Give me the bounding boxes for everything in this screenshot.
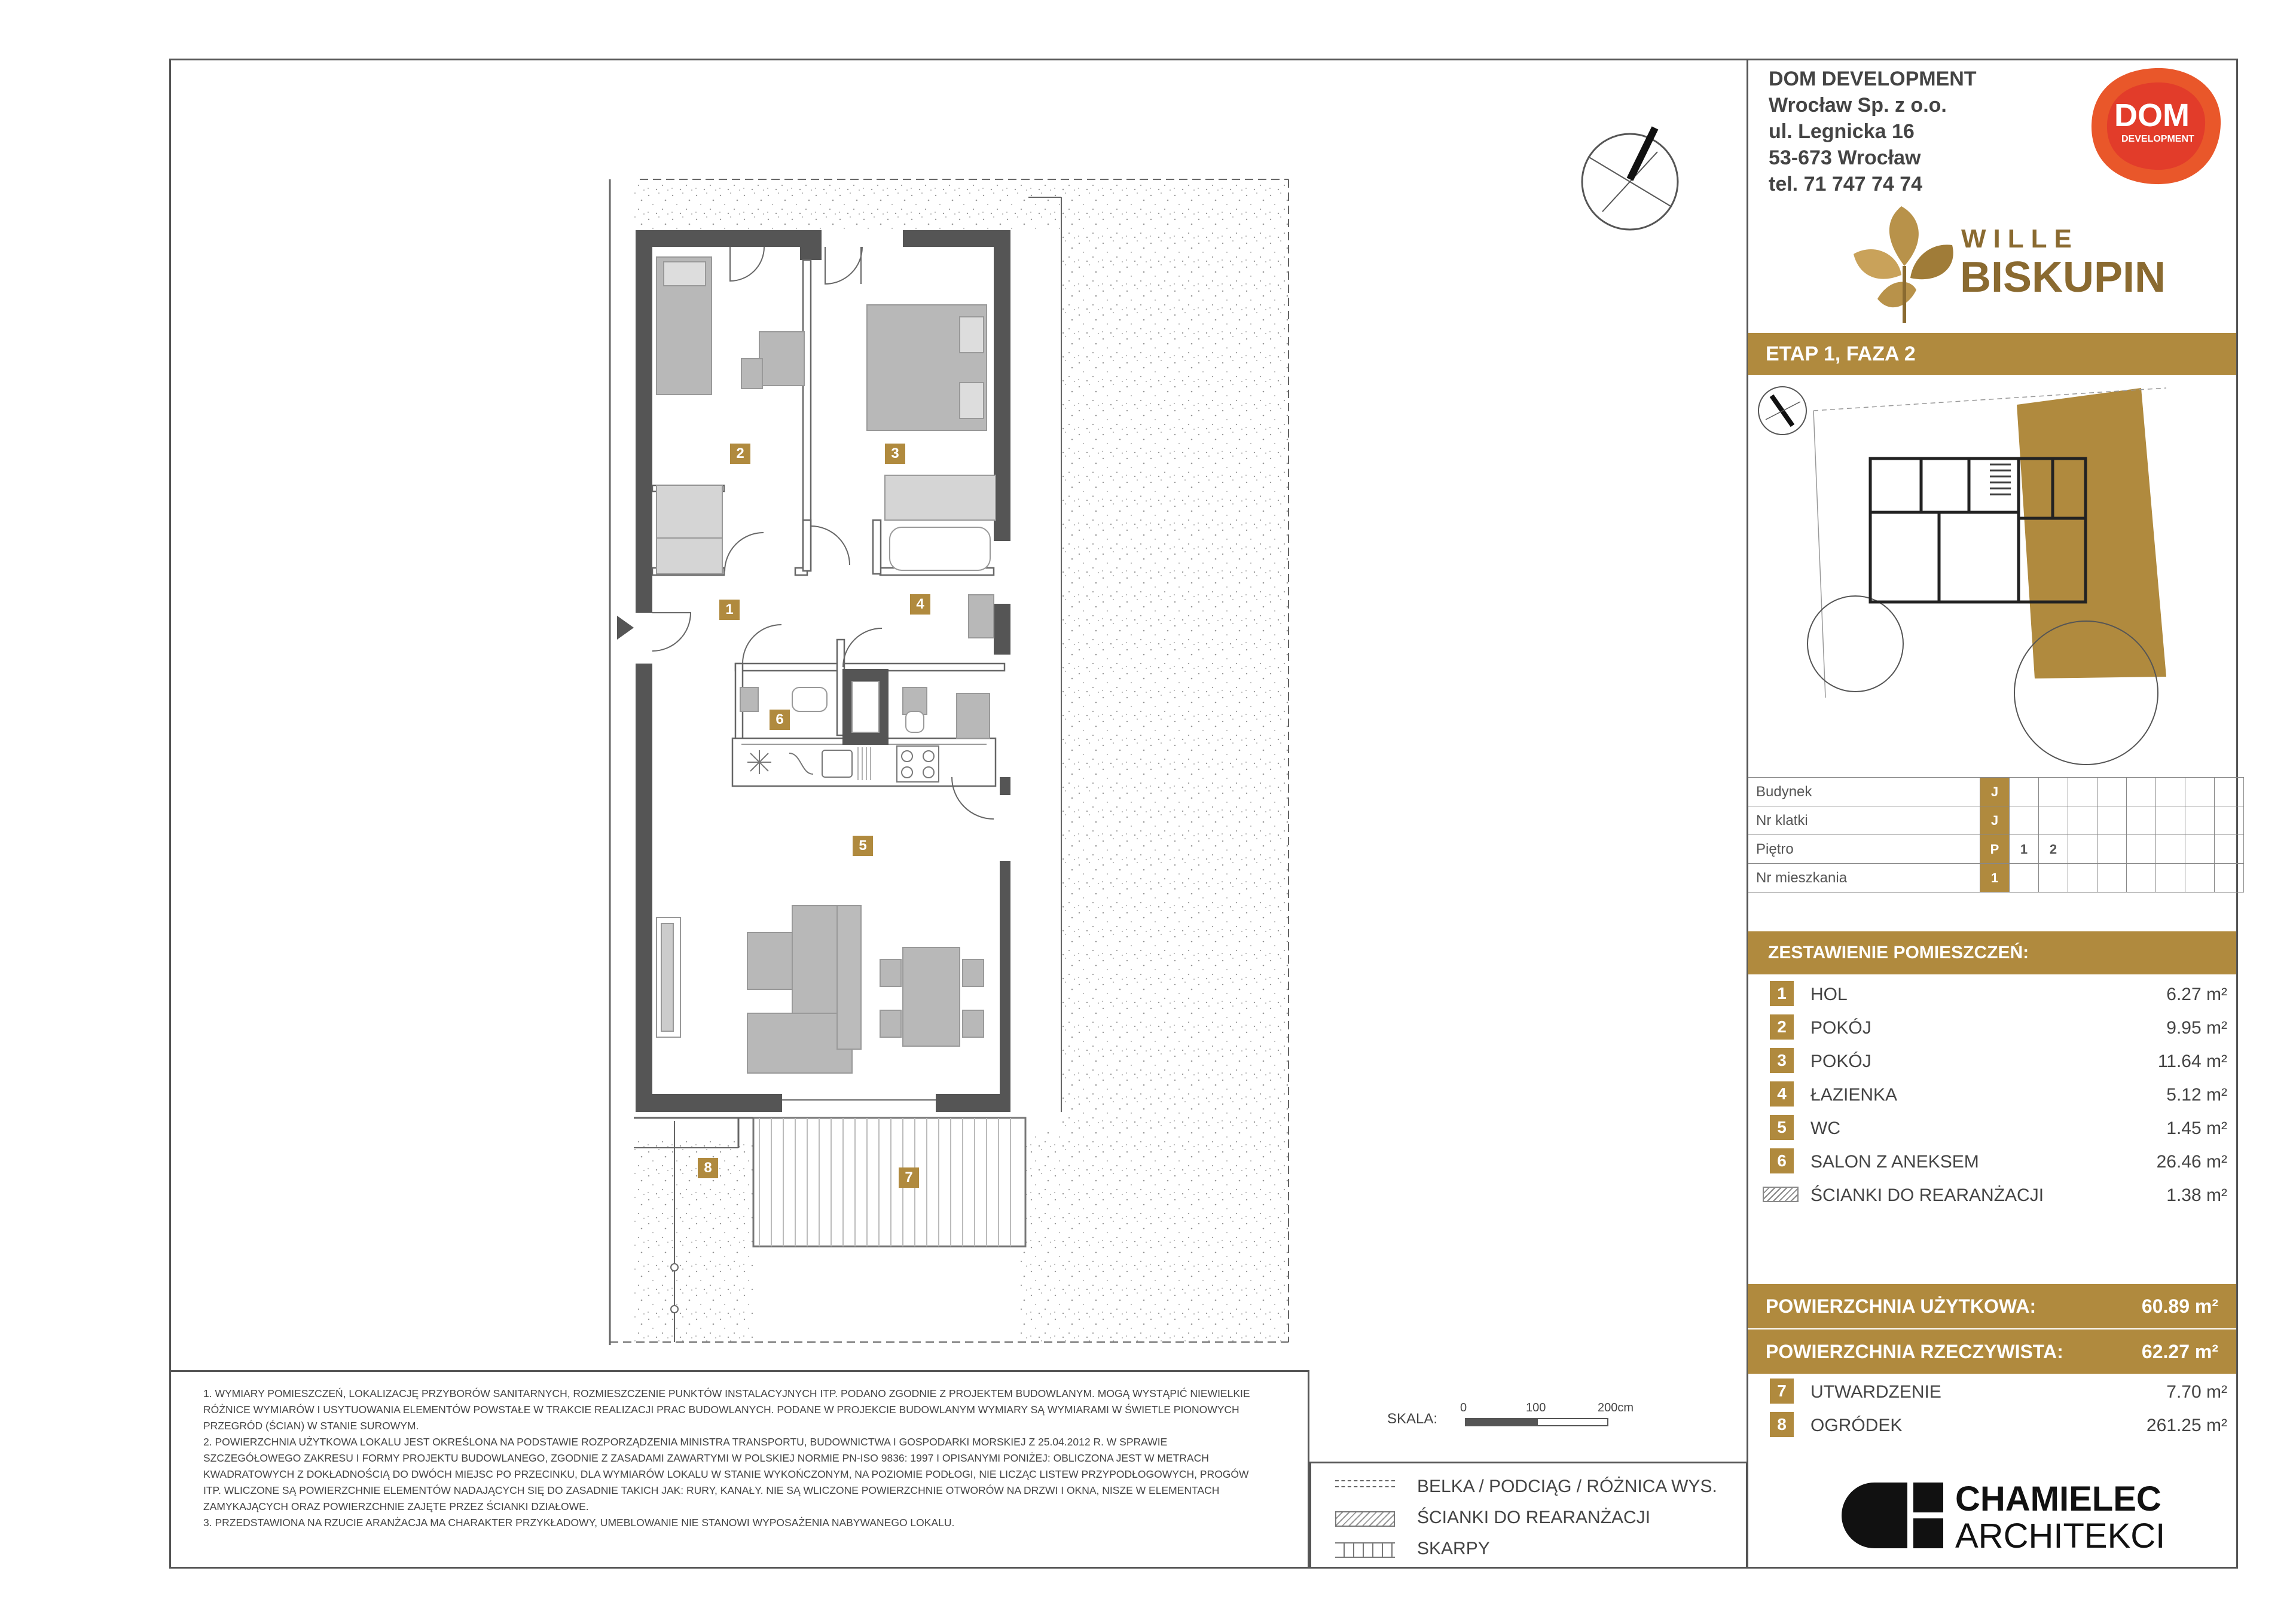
- info-cell: [2039, 864, 2068, 893]
- room-number: 7: [1770, 1379, 1794, 1404]
- info-cell: [2010, 864, 2039, 893]
- stage-bar: ETAP 1, FAZA 2: [1748, 333, 2236, 375]
- plan-label-1: 1: [719, 600, 740, 620]
- room-area: 9.95 m²: [2166, 1018, 2227, 1038]
- dom-logo-subtext: DEVELOPMENT: [2121, 134, 2194, 144]
- scale-bar-filled: [1465, 1418, 1537, 1426]
- info-cell: [2010, 778, 2039, 806]
- info-row-staircase: [1748, 806, 2244, 835]
- rooms-title: ZESTAWIENIE POMIESZCZEŃ:: [1748, 931, 2236, 974]
- room-row: [1758, 1111, 2233, 1144]
- info-cell: [2127, 806, 2156, 835]
- company-entity: Wrocław Sp. z o.o.: [1769, 94, 1947, 117]
- room-area: 7.70 m²: [2166, 1382, 2227, 1402]
- scale-bar-empty: [1537, 1418, 1608, 1426]
- architect-logo-square-bottom: [1913, 1518, 1943, 1548]
- room-row: [1758, 1044, 2233, 1077]
- room-area: 1.38 m²: [2166, 1185, 2227, 1205]
- room-name: ŁAZIENKA: [1810, 1085, 1898, 1105]
- legend-text: BELKA / PODCIĄG / RÓŻNICA WYS.: [1417, 1477, 1717, 1496]
- info-cell: [2010, 806, 2039, 835]
- chamielec-logo: [1836, 1480, 2206, 1560]
- info-cell: [2156, 864, 2185, 893]
- info-label: Nr klatki: [1748, 806, 1980, 835]
- info-cell: [2185, 864, 2215, 893]
- room-name: HOL: [1810, 985, 1848, 1004]
- plan-label-3: 3: [885, 444, 905, 464]
- company-name: DOM DEVELOPMENT: [1769, 68, 1977, 90]
- room-row: [1758, 1145, 2233, 1177]
- room-name: OGRÓDEK: [1810, 1416, 1903, 1435]
- info-cell: P: [1980, 835, 2010, 864]
- room-name: UTWARDZENIE: [1810, 1382, 1941, 1402]
- legend-text: ŚCIANKI DO REARANŻACJI: [1417, 1508, 1651, 1527]
- info-cell: [2185, 835, 2215, 864]
- wille-biskupin-logo: [1842, 200, 2176, 326]
- company-phone: tel. 71 747 74 74: [1769, 173, 1923, 195]
- room-row: [1758, 1078, 2233, 1110]
- room-name: ŚCIANKI DO REARANŻACJI: [1810, 1185, 2044, 1205]
- info-cell: [2068, 864, 2097, 893]
- info-cell: [2127, 864, 2156, 893]
- room-name: POKÓJ: [1810, 1052, 1871, 1071]
- actual-area-bar: [1748, 1328, 2236, 1374]
- actual-area-value: 62.27 m²: [2141, 1341, 2218, 1362]
- room-number: 1: [1770, 981, 1794, 1006]
- note-1: 1. WYMIARY POMIESZCZEŃ, LOKALIZACJĘ PRZYBORÓW SANITARNYCH, ROZMIESZCZENIE PUNKTÓW INSTALACYJNYCH ITP. PODANO ZGODNIE Z PROJEKTEM BUDOWLANYM. MOGĄ WYSTĄPIĆ NIEWIELKIE RÓŻNICE WYMIARÓW I USYTUOWANIA ELEMENTÓW POWSTAŁE W TRAKCIE REALIZACJI PRAC BUDOWLANYCH. PODANE W PROJEKCIE BUDOWLANYM WYMIARY SĄ WYMIARAMI W ŚWIETLE PIONOWYCH PRZEGRÓD (ŚCIAN) W STANIE SUROWYM.: [203, 1387, 1250, 1432]
- info-cell: 2: [2039, 835, 2068, 864]
- info-cell: [2039, 778, 2068, 806]
- scale-tick-200: 200cm: [1598, 1401, 1634, 1414]
- info-cell: [2097, 778, 2127, 806]
- info-cell: [2215, 806, 2244, 835]
- dom-development-logo: [2087, 65, 2224, 187]
- partitions-row: [1758, 1178, 2233, 1211]
- info-label: Nr mieszkania: [1748, 864, 1980, 893]
- site-key-plan: [1748, 375, 2236, 777]
- info-cell: [2156, 778, 2185, 806]
- info-cell: [2215, 864, 2244, 893]
- dashed-line-icon: [1335, 1480, 1395, 1487]
- room-name: WC: [1810, 1118, 1840, 1138]
- company-city: 53-673 Wrocław: [1769, 146, 1921, 169]
- north-arrow: [1582, 128, 1678, 230]
- company-street: ul. Legnicka 16: [1769, 120, 1915, 143]
- info-cell: 1: [1980, 864, 2010, 893]
- room-area: 6.27 m²: [2166, 985, 2227, 1004]
- info-cell: J: [1980, 806, 2010, 835]
- plan-label-2: 2: [730, 444, 750, 464]
- info-cell: [2097, 835, 2127, 864]
- info-cell: [2039, 806, 2068, 835]
- info-row-apartment: [1748, 864, 2244, 893]
- info-cell: J: [1980, 778, 2010, 806]
- usable-area-label: POWIERZCHNIA UŻYTKOWA:: [1766, 1295, 2037, 1317]
- info-cell: [2068, 778, 2097, 806]
- info-label: Budynek: [1748, 778, 1980, 806]
- company-address: [1769, 66, 1977, 197]
- scale-tick-100: 100: [1526, 1401, 1546, 1414]
- room-number: 6: [1770, 1148, 1794, 1173]
- room-area: 11.64 m²: [2157, 1052, 2227, 1071]
- info-row-building: [1748, 778, 2244, 806]
- info-cell: [2097, 806, 2127, 835]
- plan-label-5: 5: [853, 836, 873, 856]
- room-row: [1758, 977, 2233, 1010]
- room-number: 3: [1770, 1048, 1794, 1073]
- plan-label-7: 7: [899, 1167, 919, 1188]
- info-cell: [2215, 778, 2244, 806]
- info-cell: [2127, 778, 2156, 806]
- info-label: Piętro: [1748, 835, 1980, 864]
- info-cell: [2068, 835, 2097, 864]
- room-area: 26.46 m²: [2156, 1152, 2227, 1172]
- architect-subtitle: ARCHITEKCI: [1955, 1517, 2166, 1555]
- info-cell: [2156, 835, 2185, 864]
- scale-label: SKALA:: [1387, 1411, 1438, 1427]
- plan-label-4: 4: [910, 594, 930, 615]
- info-cell: 1: [2010, 835, 2039, 864]
- project-logo-line2: BISKUPIN: [1960, 253, 2166, 301]
- room-number: 4: [1770, 1081, 1794, 1107]
- room-area: 5.12 m²: [2166, 1085, 2227, 1105]
- outdoor-row: [1758, 1375, 2233, 1407]
- usable-area-bar: [1748, 1284, 2236, 1328]
- scale-bar: [1375, 1393, 1686, 1447]
- hatch-icon: [1763, 1187, 1799, 1202]
- room-area: 261.25 m²: [2146, 1416, 2227, 1435]
- note-3: 3. PRZEDSTAWIONA NA RZUCIE ARANŻACJA MA CHARAKTER PRZYKŁADOWY, UMEBLOWANIE NIE STANOWI WYPOSAŻENIA NABYWANEGO LOKALU.: [203, 1517, 955, 1529]
- architect-name: CHAMIELEC: [1955, 1480, 2161, 1518]
- info-cell: [2068, 806, 2097, 835]
- scale-tick-0: 0: [1460, 1401, 1467, 1414]
- kitchen-counter: [732, 738, 996, 786]
- info-cell: [2127, 835, 2156, 864]
- slopes-icon: [1335, 1542, 1395, 1558]
- info-cell: [2185, 778, 2215, 806]
- room-number: 8: [1770, 1412, 1794, 1437]
- room-number: 5: [1770, 1115, 1794, 1140]
- info-cell: [2215, 835, 2244, 864]
- architect-logo-mark: [1842, 1483, 1907, 1548]
- dom-logo-text: DOM: [2114, 97, 2190, 133]
- outdoor-row: [1758, 1408, 2233, 1441]
- room-number: 2: [1770, 1014, 1794, 1040]
- notes: [203, 1386, 1268, 1531]
- info-cell: [2156, 806, 2185, 835]
- apartment-info-table: [1748, 777, 2244, 893]
- info-row-floor: [1748, 835, 2244, 864]
- usable-area-value: 60.89 m²: [2141, 1295, 2218, 1317]
- note-2: 2. POWIERZCHNIA UŻYTKOWA LOKALU JEST OKREŚLONA NA PODSTAWIE ROZPORZĄDZENIA MINISTRA TRANSPORTU, BUDOWNICTWA I GOSPODARKI MORSKIEJ Z 25.04.2012 R. W SPRAWIE SZCZEGÓŁOWEGO ZAKRESU I FORMY PROJEKTU BUDOWLANEGO, ZGODNIE Z ZASADAMI ZAWARTYMI W POLSKIEJ NORMIE PN-ISO 9836: 1997 I OPISANYMI PONIŻEJ: OBLICZONA JEST W METRACH KWADRATOWYCH Z DOKŁADNOŚCIĄ DO DWÓCH MIEJSC PO PRZECINKU, DLA WYMIARÓW LOKALU W STANIE WYKOŃCZONYM, NA POZIOMIE PODŁOGI, NIE LICZĄC LISTEW PRZYPODŁOGOWYCH, PROGÓW ITP. WLICZONE SĄ POWIERZCHNIE ELEMENTÓW NADAJĄCYCH SIĘ DO ZASADNIE TAKICH JAK: RURY, KANAŁY. NIE SĄ WLICZONE POWIERZCHNIE OTWORÓW NA DRZWI I OKNA, NISZE W ELEMENTACH ZAMYKAJĄCYCH ORAZ POWIERZCHNIE ZAJĘTE PRZEZ ŚCIANKI DZIAŁOWE.: [203, 1436, 1249, 1512]
- room-area: 1.45 m²: [2166, 1118, 2227, 1138]
- info-cell: [2185, 806, 2215, 835]
- plan-label-8: 8: [698, 1158, 718, 1178]
- room-name: SALON Z ANEKSEM: [1810, 1152, 1979, 1172]
- room-name: POKÓJ: [1810, 1018, 1871, 1038]
- actual-area-label: POWIERZCHNIA RZECZYWISTA:: [1766, 1341, 2063, 1362]
- legend-text: SKARPY: [1417, 1539, 1490, 1558]
- oak-leaf-icon: [1842, 200, 1967, 326]
- project-logo-line1: WILLE: [1961, 224, 2079, 253]
- room-row: [1758, 1011, 2233, 1043]
- hatch-icon: [1335, 1511, 1395, 1527]
- info-cell: [2097, 864, 2127, 893]
- plan-label-6: 6: [770, 710, 790, 730]
- architect-logo-square-top: [1913, 1483, 1943, 1512]
